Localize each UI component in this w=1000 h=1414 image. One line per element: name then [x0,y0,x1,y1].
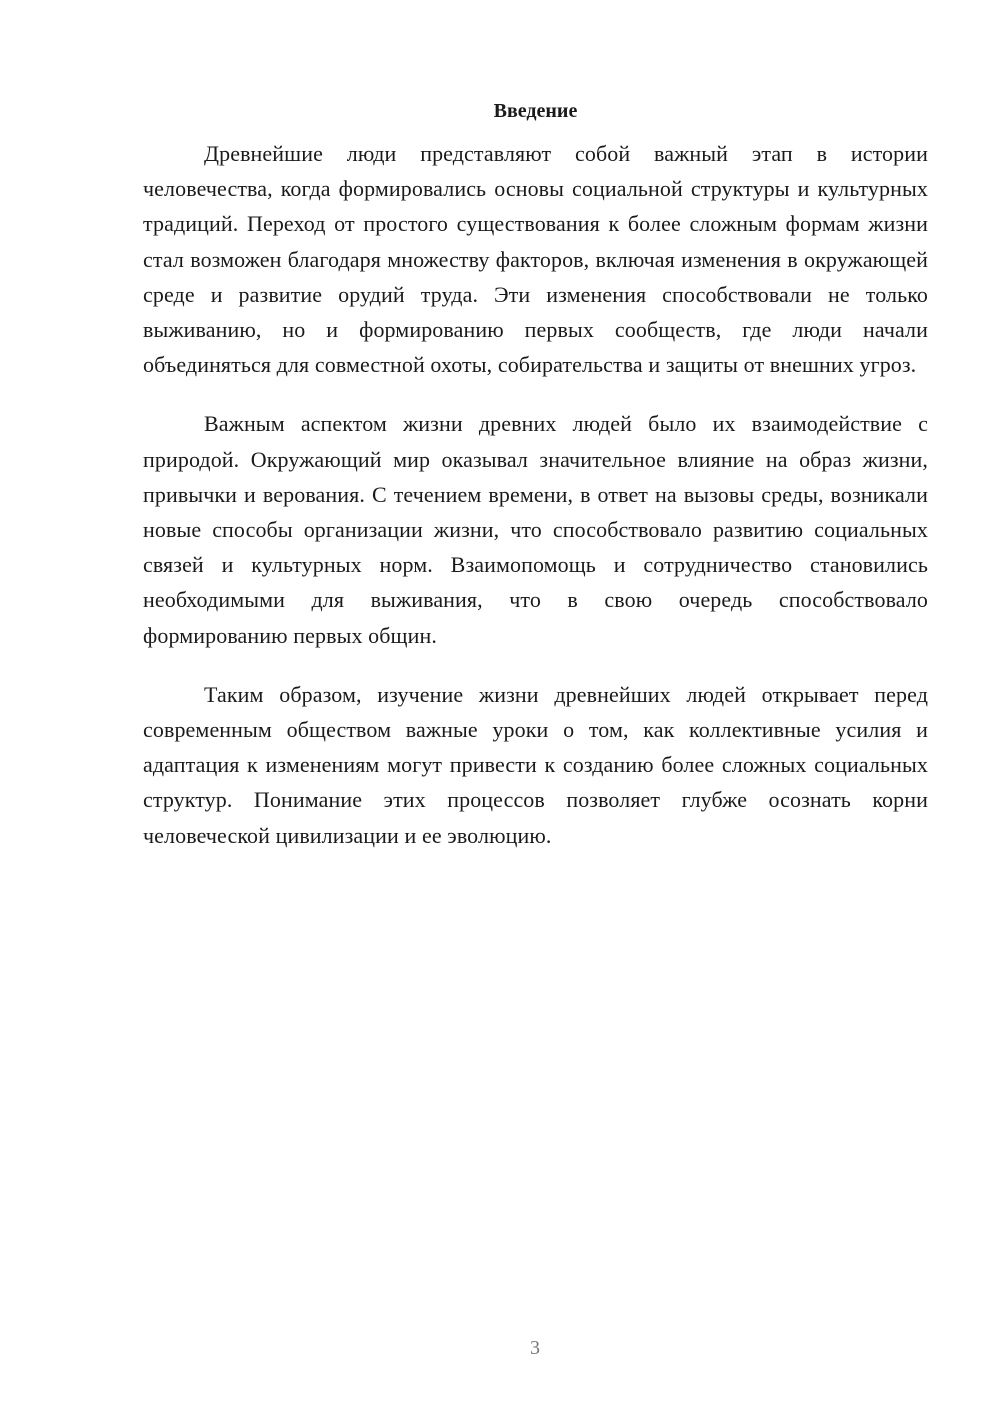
paragraph-2: Важным аспектом жизни древних людей было их взаимодействие с природой. Окружающий мир оказывал значительное влияние на образ жизни, привычки и верования. С течением времени, в ответ на вызовы среды, возникали новые способы организации жизни, что способствовало развитию социальных связей и культурных норм. Взаимопомощь и сотрудничество становились необходимыми для выживания, что в свою очередь способствовало формированию первых общин. [143,411,928,648]
page-number: 3 [530,1337,540,1359]
page-content [143,96,928,877]
section-title: Введение [493,100,578,122]
paragraph-3: Таким образом, изучение жизни древнейших людей открывает перед современным обществом важные уроки о том, как коллективные усилия и адаптация к изменениям могут привести к созданию более сложных социальных структур. Понимание этих процессов позволяет глубже осознать корни человеческой цивилизации и ее эволюцию. [143,681,928,848]
paragraph-1: Древнейшие люди представляют собой важный этап в истории человечества, когда формировались основы социальной структуры и культурных традиций. Переход от простого существования к более сложным формам жизни стал возможен благодаря множеству факторов, включая изменения в окружающей среде и развитие орудий труда. Эти изменения способствовали не только выживанию, но и формированию первых сообществ, где люди начали объединяться для совместной охоты, собирательства и защиты от внешних угроз. [143,141,928,378]
